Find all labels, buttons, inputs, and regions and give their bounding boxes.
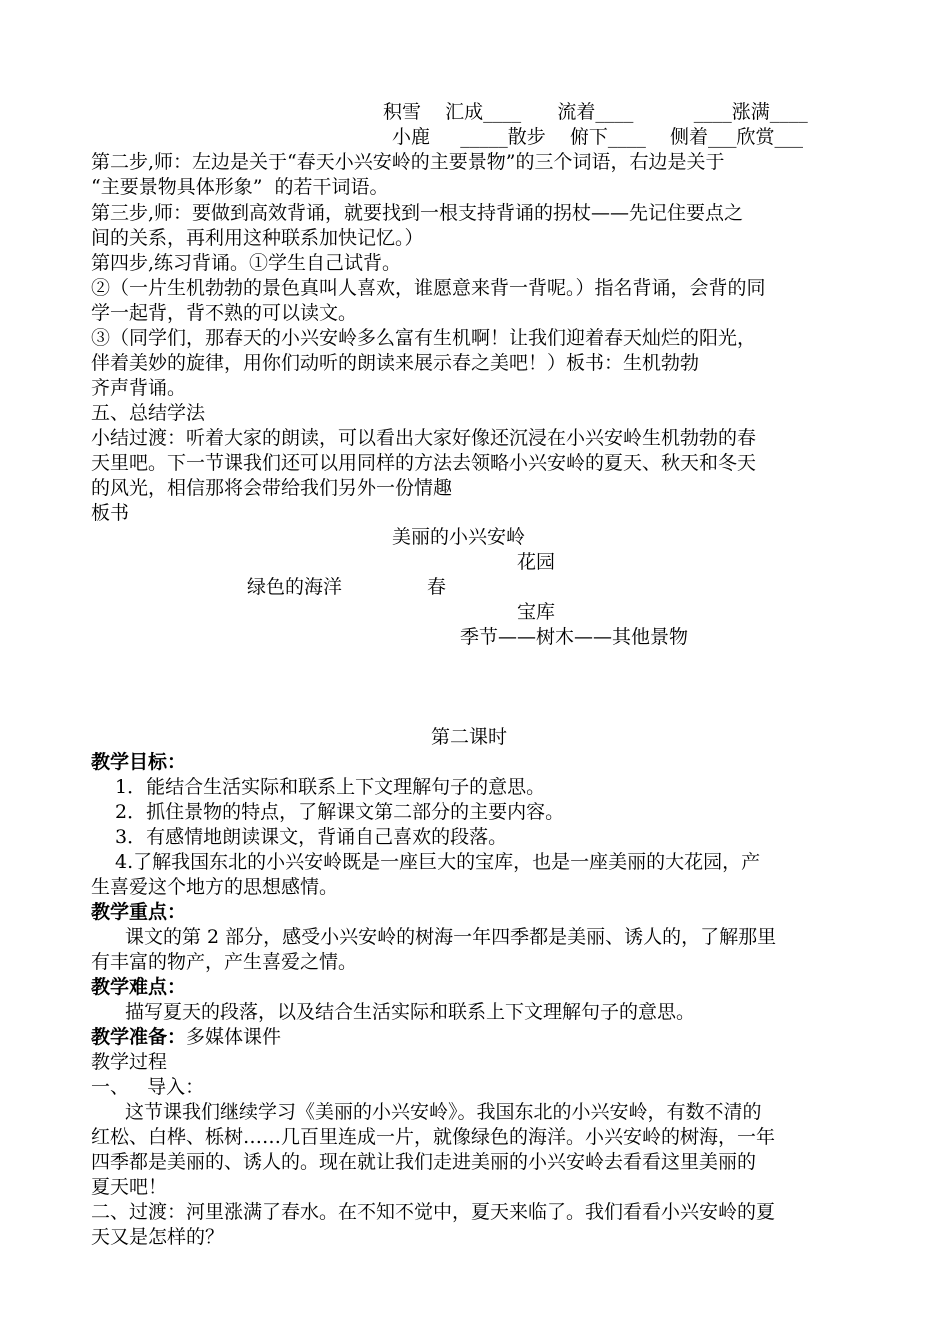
summary-line-3: 的风光，相信那将会带给我们另外一份情趣 bbox=[91, 477, 453, 499]
intro-heading: 一、 导入： bbox=[91, 1076, 205, 1098]
recite-line: 齐声背诵。 bbox=[91, 377, 187, 399]
step3-line-2: 间的关系，再利用这种联系加快记忆。） bbox=[91, 227, 424, 249]
goal-4-line-2: 生喜爱这个地方的思想感情。 bbox=[91, 876, 339, 898]
summary-line-1: 小结过渡：听着大家的朗读，可以看出大家好像还沉浸在小兴安岭生机勃勃的春 bbox=[91, 427, 757, 449]
prep-label: 教学准备： bbox=[91, 1026, 187, 1048]
step2-line-2: “主要景物具体形象” 的若干词语。 bbox=[91, 176, 389, 198]
key-line-1: 课文的第 2 部分，感受小兴安岭的树海一年四季都是美丽、诱人的，了解那里 bbox=[125, 926, 777, 948]
key-label: 教学重点： bbox=[91, 901, 187, 923]
summary-heading: 五、总结学法 bbox=[91, 402, 206, 424]
board-chain: 季节——树木——其他景物 bbox=[460, 626, 689, 648]
goal-1: 1．能结合生活实际和联系上下文理解句子的意思。 bbox=[115, 776, 546, 798]
transition-line-1: 二、过渡：河里涨满了春水。在不知不觉中，夏天来临了。我们看看小兴安岭的夏 bbox=[91, 1201, 776, 1223]
circle2-line-1: ②（一片生机勃勃的景色真叫人喜欢，谁愿意来背一背呢。）指名背诵，会背的同 bbox=[91, 277, 766, 299]
circle2-line-2: 学一起背，背不熟的可以读文。 bbox=[91, 302, 358, 324]
intro-line-1: 这节课我们继续学习《美丽的小兴安岭》。我国东北的小兴安岭，有数不清的 bbox=[125, 1101, 762, 1123]
board-ocean: 绿色的海洋 bbox=[247, 576, 343, 598]
circle3-line-2: 伴着美妙的旋律，用你们动听的朗读来展示春之美吧！）板书：生机勃勃 bbox=[91, 352, 700, 374]
difficulty-line: 描写夏天的段落，以及结合生活实际和联系上下文理解句子的意思。 bbox=[125, 1001, 696, 1023]
key-line-2: 有丰富的物产，产生喜爱之情。 bbox=[91, 951, 358, 973]
lesson2-title: 第二课时 bbox=[431, 726, 508, 748]
process-label: 教学过程 bbox=[91, 1051, 168, 1073]
prep-line bbox=[91, 1025, 281, 1049]
intro-line-2: 红松、白桦、栎树……几百里连成一片，就像绿色的海洋。小兴安岭的树海，一年 bbox=[91, 1126, 776, 1148]
goal-2: 2．抓住景物的特点，了解课文第二部分的主要内容。 bbox=[115, 801, 565, 823]
board-treasure: 宝库 bbox=[517, 601, 556, 623]
board-title: 美丽的小兴安岭 bbox=[392, 526, 526, 548]
transition-line-2: 天又是怎样的？ bbox=[91, 1226, 225, 1248]
step4-line: 第四步,练习背诵。①学生自己试背。 bbox=[91, 252, 402, 274]
board-label: 板书 bbox=[91, 502, 130, 524]
board-spring: 春 bbox=[427, 576, 447, 598]
board-garden: 花园 bbox=[517, 551, 556, 573]
step3-line-1: 第三步,师：要做到高效背诵，就要找到一根支持背诵的拐杖——先记住要点之 bbox=[91, 202, 744, 224]
goals-label: 教学目标： bbox=[91, 751, 187, 773]
summary-line-2: 天里吧。下一节课我们还可以用同样的方法去领略小兴安岭的夏天、秋天和冬天 bbox=[91, 452, 757, 474]
goal-3: 3．有感情地朗读课文，背诵自己喜欢的段落。 bbox=[115, 826, 508, 848]
prep-value: 多媒体课件 bbox=[186, 1026, 282, 1048]
intro-line-3: 四季都是美丽的、诱人的。现在就让我们走进美丽的小兴安岭去看看这里美丽的 bbox=[91, 1151, 757, 1173]
goal-4-line-1: 4.了解我国东北的小兴安岭既是一座巨大的宝库，也是一座美丽的大花园，产 bbox=[115, 851, 761, 873]
circle3-line-1: ③（同学们，那春天的小兴安岭多么富有生机啊！让我们迎着春天灿烂的阳光， bbox=[91, 327, 757, 349]
step2-line-1: 第二步,师：左边是关于“春天小兴安岭的主要景物”的三个词语，右边是关于 bbox=[91, 151, 725, 173]
difficulty-label: 教学难点： bbox=[91, 976, 187, 998]
word-row-2: 小鹿 _____散步 俯下____ 侧着___欣赏___ bbox=[392, 126, 804, 148]
intro-line-4: 夏天吧！ bbox=[91, 1176, 168, 1198]
word-row-1: 积雪 汇成____ 流着____ ____涨满____ bbox=[383, 101, 808, 123]
